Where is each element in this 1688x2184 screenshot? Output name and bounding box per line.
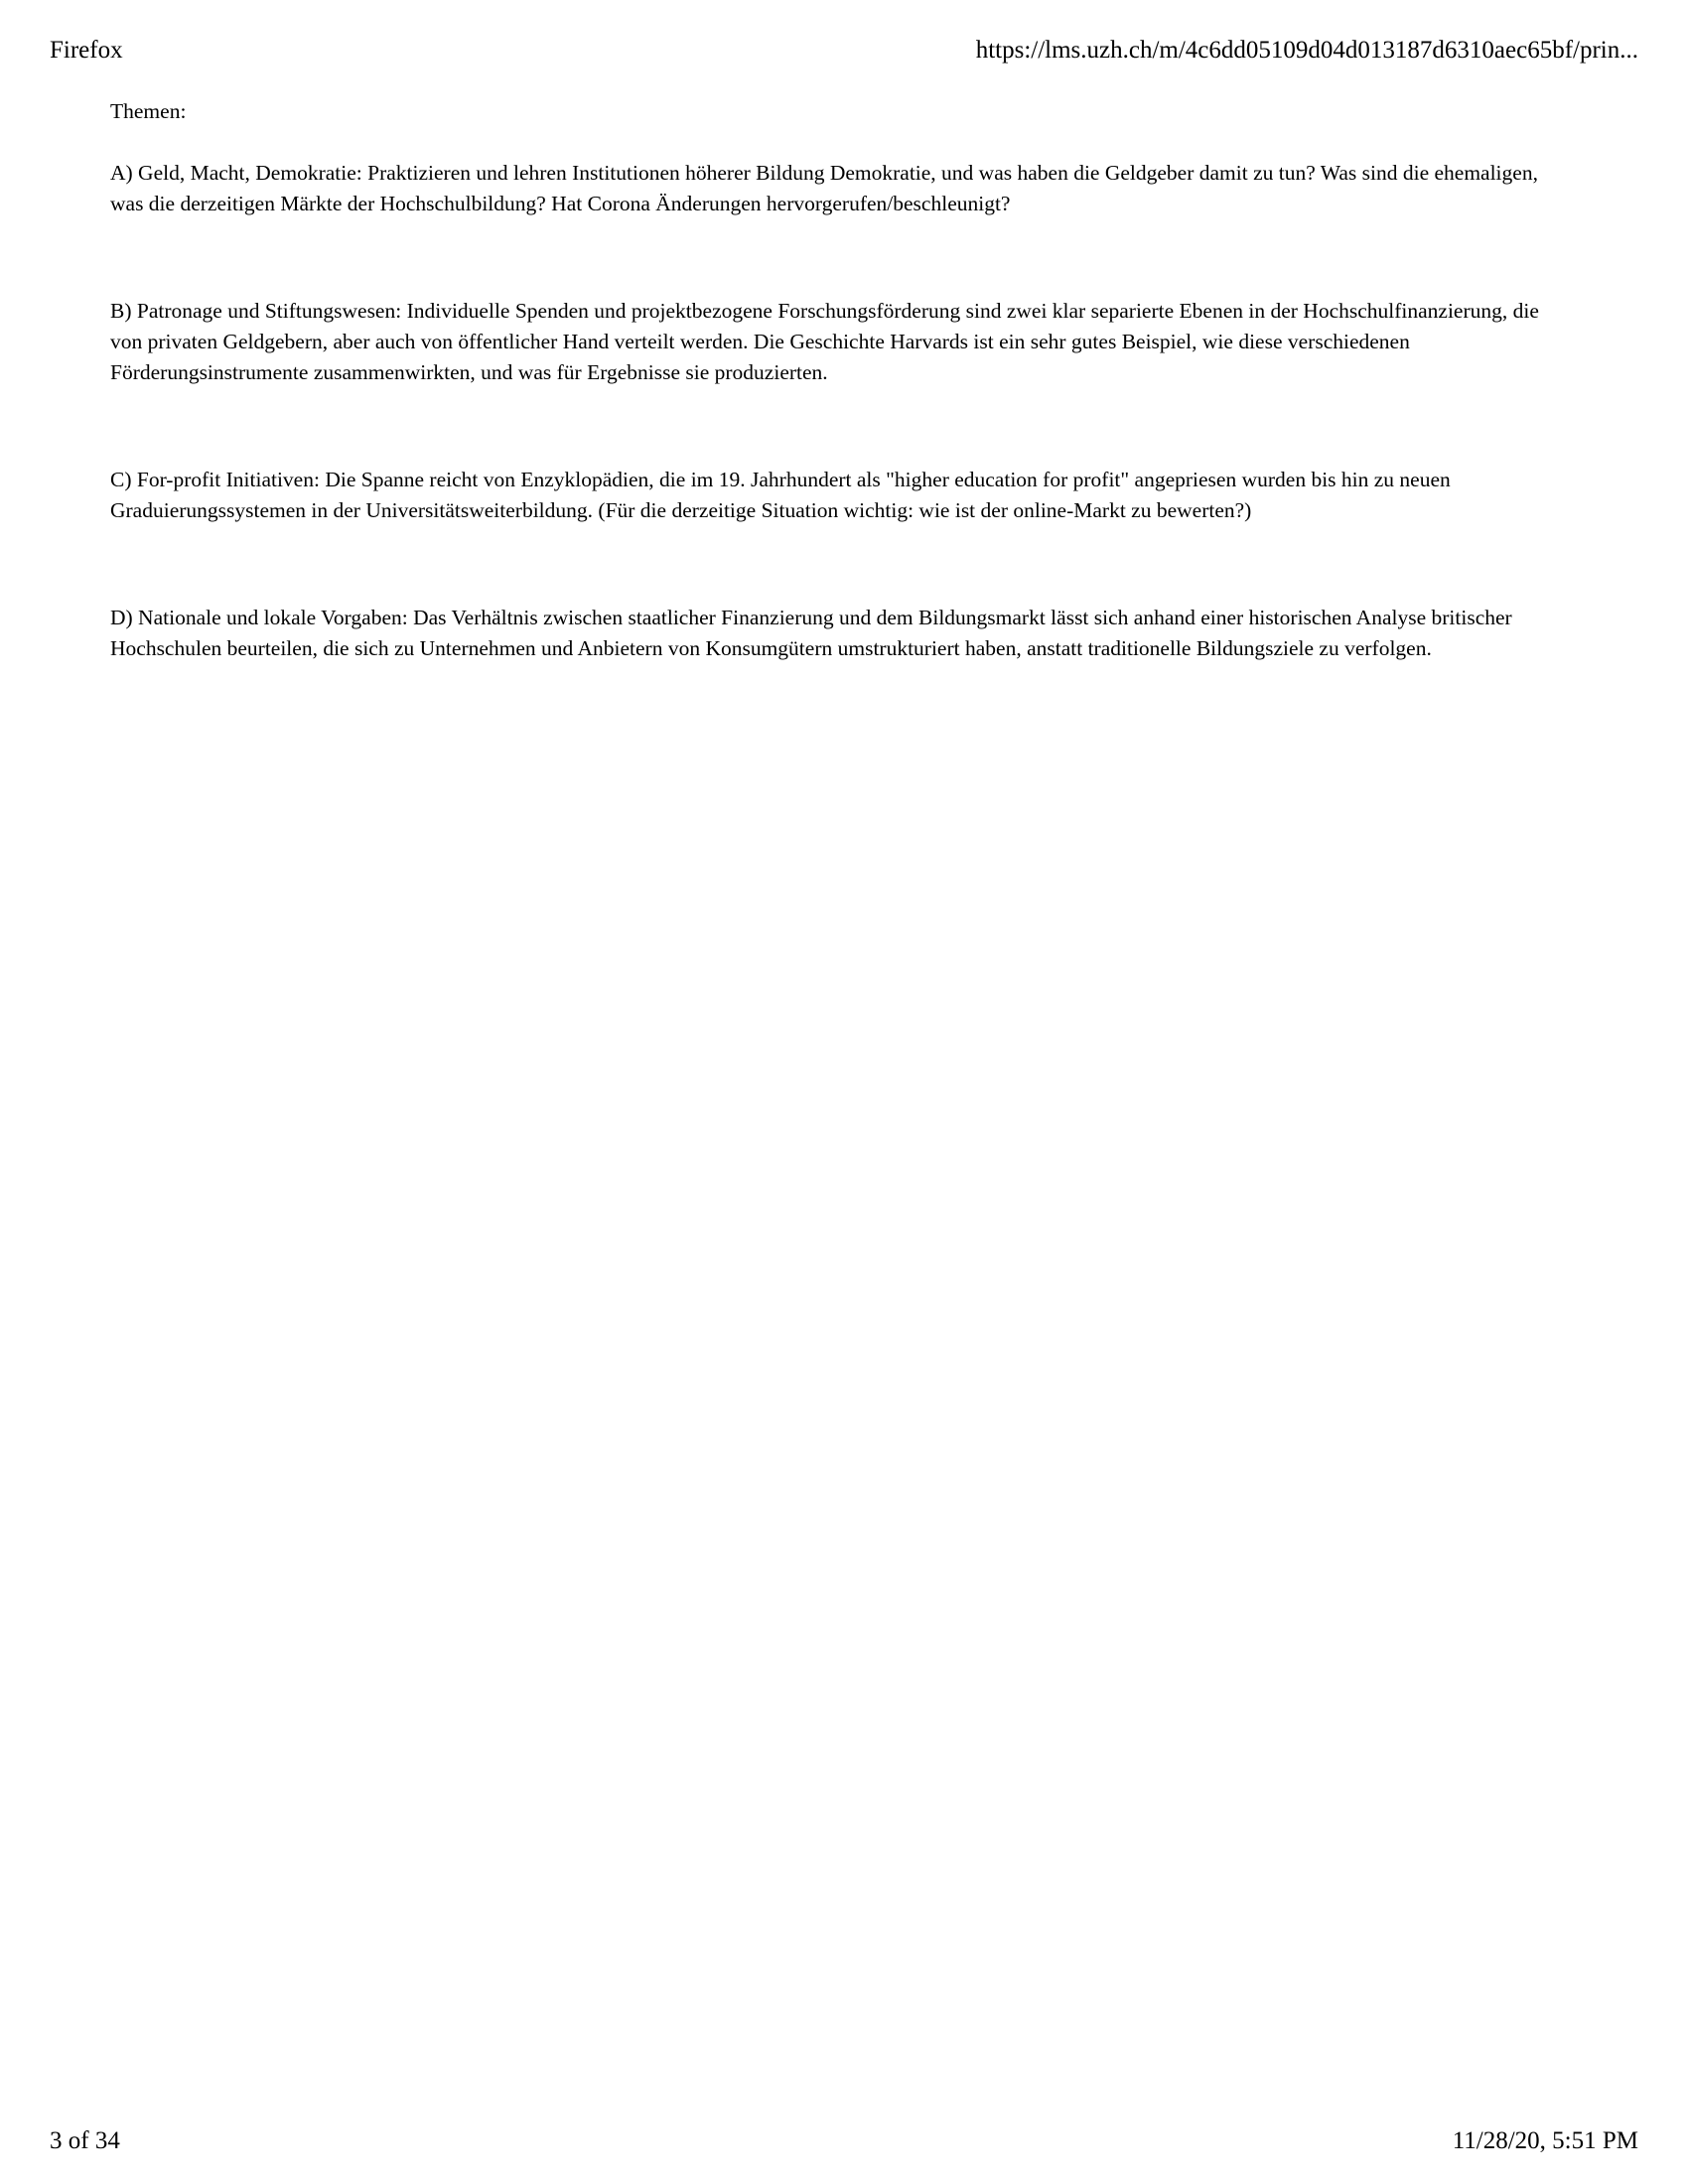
page-number: 3 of 34 — [50, 2127, 120, 2154]
browser-name: Firefox — [50, 37, 123, 64]
topic-d: D) Nationale und lokale Vorgaben: Das Verhältnis zwischen staatlicher Finanzierung und dem Bildungsmarkt lässt sich anhand einer historischen Analyse britischer Hochschulen beurteilen, die sich zu Unternehmen und Anbietern von Konsumgütern umstrukturiert haben, anstatt traditionelle Bildungsziele zu verfolgen. — [110, 606, 1512, 660]
topic-b: B) Patronage und Stiftungswesen: Individuelle Spenden und projektbezogene Forschungsförderung sind zwei klar separierte Ebenen in der Hochschulfinanzierung, die von privaten Geldgebern, aber auch von öffentlicher Hand verteilt werden. Die Geschichte Harvards ist ein sehr gutes Beispiel, wie diese verschiedenen Förderungsinstrumente zusammenwirkten, und was für Ergebnisse sie produzierten. — [110, 299, 1539, 384]
topic-c: C) For-profit Initiativen: Die Spanne reicht von Enzyklopädien, die im 19. Jahrhundert als "higher education for profit" angepriesen wurden bis hin zu neuen Graduierungssystemen in der Universitätsweiterbildung. (Für die derzeitige Situation wichtig: wie ist der online-Markt zu bewerten?) — [110, 468, 1451, 522]
print-datetime: 11/28/20, 5:51 PM — [1452, 2127, 1638, 2154]
topic-a: A) Geld, Macht, Demokratie: Praktizieren und lehren Institutionen höherer Bildung Demokratie, und was haben die Geldgeber damit zu tun? Was sind die ehemaligen, was die derzeitigen Märkte der Hochschulbildung? Hat Corona Änderungen hervorgerufen/beschleunigt? — [110, 161, 1538, 215]
topics-heading: Themen: — [110, 99, 187, 123]
document-body — [110, 96, 1570, 741]
page-url: https://lms.uzh.ch/m/4c6dd05109d04d013187d6310aec65bf/prin... — [975, 37, 1638, 64]
